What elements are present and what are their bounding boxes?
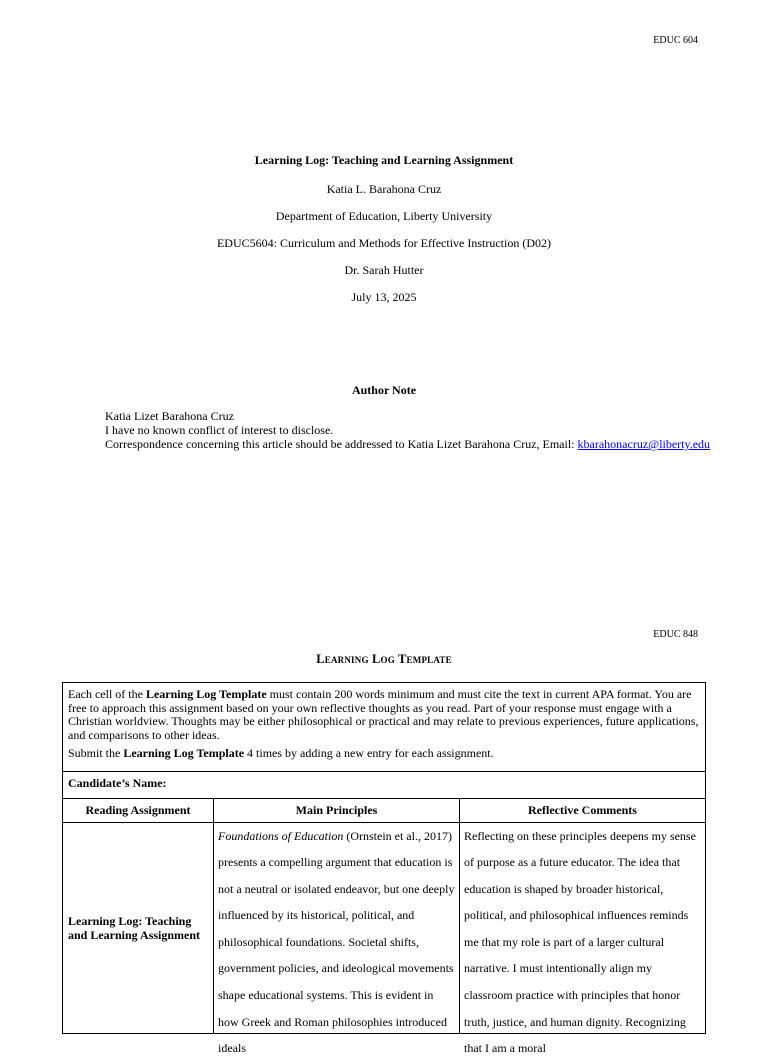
- instructor-name: Dr. Sarah Hutter: [344, 263, 424, 277]
- table-row: [63, 822, 706, 1033]
- instructions-cell: [63, 683, 706, 772]
- column-header-reading: Reading Assignment: [63, 798, 214, 822]
- running-head-page-2: EDUC 848: [653, 629, 698, 640]
- instructions-text: Each cell of the: [68, 687, 146, 701]
- email-link[interactable]: kbarahonacruz@liberty.edu: [577, 437, 711, 451]
- template-title: Learning Log Template: [316, 652, 452, 666]
- submit-text-2: 4 times by adding a new entry for each assignment.: [244, 746, 494, 760]
- reading-assignment-cell: Learning Log: Teaching and Learning Assignment: [63, 822, 214, 1033]
- table-header-row: [63, 798, 706, 822]
- correspondence-text: Correspondence concerning this article should be addressed to Katia Lizet Barahona Cruz, Email:: [105, 437, 578, 451]
- author-name: Katia L. Barahona Cruz: [326, 182, 442, 196]
- author-note-name: Katia Lizet Barahona Cruz: [105, 409, 234, 423]
- due-date: July 13, 2025: [351, 290, 417, 304]
- author-note-heading: Author Note: [351, 383, 417, 397]
- learning-log-table: [62, 682, 706, 1056]
- column-header-reflective: Reflective Comments: [460, 798, 706, 822]
- instructions-paragraph: [68, 688, 700, 742]
- author-note-conflict: I have no known conflict of interest to disclose.: [105, 423, 334, 437]
- affiliation: Department of Education, Liberty University: [275, 209, 493, 223]
- reflective-comments-cell: [460, 822, 706, 1056]
- paper-title: Learning Log: Teaching and Learning Assignment: [254, 153, 514, 167]
- running-head: EDUC 604: [653, 35, 698, 46]
- submit-paragraph: [68, 747, 700, 761]
- author-note: [105, 409, 710, 451]
- main-principles-cell: [214, 822, 460, 1056]
- submit-text: Submit the: [68, 746, 124, 760]
- book-title: Foundations of Education: [218, 828, 344, 843]
- principles-text: (Ornstein et al., 2017) presents a compelling argument that education is not a neutral or isolated endeavor, but one deeply influenced by its historical, political, and philosophical foundations. Societal shifts, government policies, and ideological movements shape educational systems. This is evident in how Greek and Roman philosophies introduced ideals: [218, 828, 455, 1056]
- candidate-name-label: Candidate’s Name:: [63, 771, 706, 798]
- instructions-text-2: must contain 200 words minimum and must cite the text in current APA format. You are free to approach this assignment based on your own reflective thoughts as you read. Part of your response must engage with a Christian worldview. Thoughts may be either philosophical or practical and may relate to previous experiences, future applications, and comparisons to other ideas.: [68, 687, 699, 742]
- template-name-bold: Learning Log Template: [145, 687, 267, 701]
- course-name: EDUC5604: Curriculum and Methods for Effective Instruction (D02): [216, 236, 552, 250]
- reflective-text: Reflecting on these principles deepens my sense of purpose as a future educator. The idea that education is shaped by broader historical, political, and philosophical influences reminds me that my role is part of a larger cultural narrative. I must intentionally align my classroom practice with principles that honor truth, justice, and human dignity. Recognizing that I am a moral: [464, 828, 696, 1056]
- template-name-bold-2: Learning Log Template: [123, 746, 245, 760]
- column-header-principles: Main Principles: [214, 798, 460, 822]
- author-note-correspondence: [105, 437, 710, 451]
